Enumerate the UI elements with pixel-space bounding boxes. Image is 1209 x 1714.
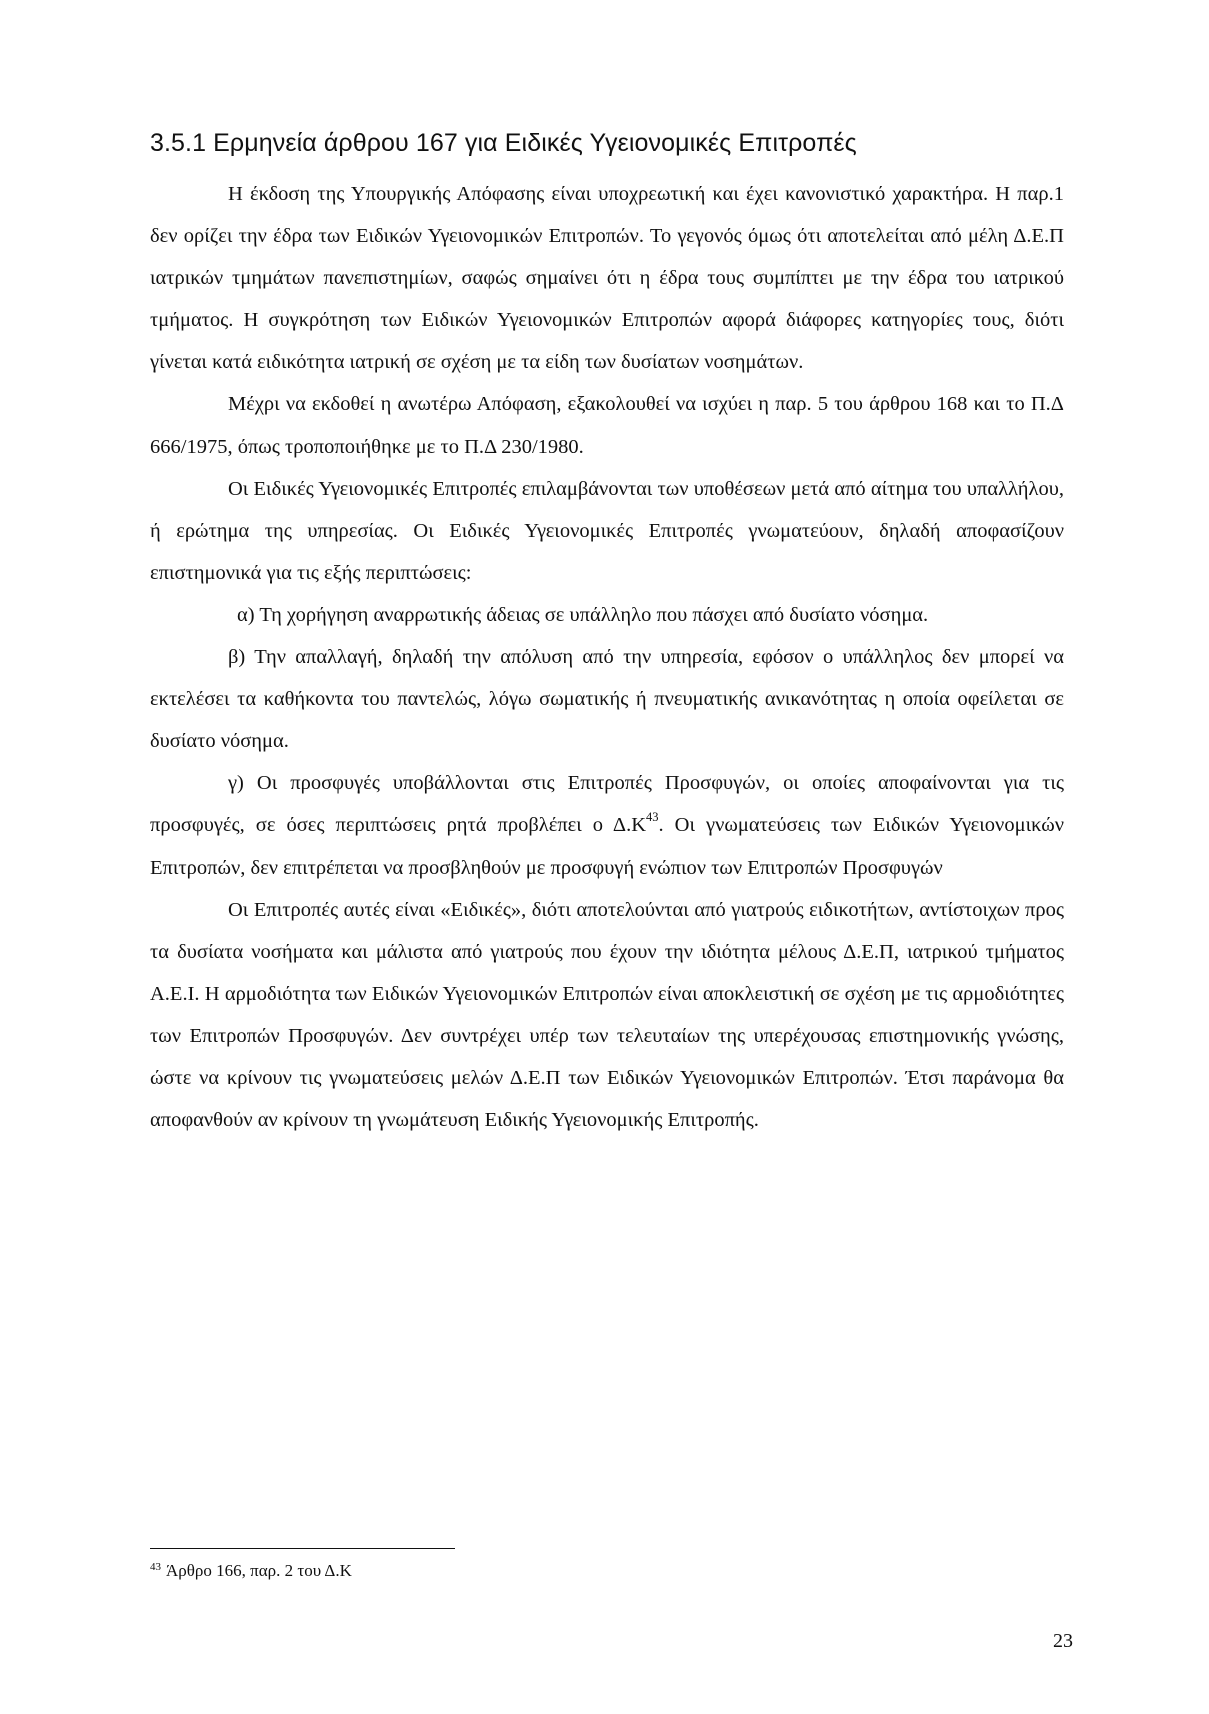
list-item-a: α) Τη χορήγηση αναρρωτικής άδειας σε υπάλληλο που πάσχει από δυσίατο νόσημα.	[237, 603, 929, 626]
footnote-number: 43	[150, 1561, 161, 1573]
page-number: 23	[1053, 1630, 1073, 1652]
section-heading: 3.5.1 Ερμηνεία άρθρου 167 για Ειδικές Υγειονομικές Επιτροπές	[150, 129, 857, 157]
paragraph-2: Μέχρι να εκδοθεί η ανωτέρω Απόφαση, εξακολουθεί να ισχύει η παρ. 5 του άρθρου 168 και το Π.Δ 666/1975, όπως τροποποιήθηκε με το Π.Δ 230/1980.	[150, 393, 1064, 458]
footnote-separator	[150, 1548, 455, 1549]
list-item-b: β) Την απαλλαγή, δηλαδή την απόλυση από την υπηρεσία, εφόσον ο υπάλληλος δεν μπορεί να εκτελέσει τα καθήκοντα του παντελώς, λόγω σωματικής ή πνευματικής ανικανότητας η οποία οφείλεται σε δυσίατο νόσημα.	[150, 646, 1064, 753]
paragraph-1: Η έκδοση της Υπουργικής Απόφασης είναι υποχρεωτική και έχει κανονιστικό χαρακτήρα. Η παρ.1 δεν ορίζει την έδρα των Ειδικών Υγειονομικών Επιτροπών. Το γεγονός όμως ότι αποτελείται από μέλη Δ.Ε.Π ιατρικών τμημάτων πανεπιστημίων, σαφώς σημαίνει ότι η έδρα τους συμπίπτει με την έδρα του ιατρικού τμήματος. Η συγκρότηση των Ειδικών Υγειονομικών Επιτροπών αφορά διάφορες κατηγορίες τους, διότι γίνεται κατά ειδικότητα ιατρική σε σχέση με τα είδη των δυσίατων νοσημάτων.	[150, 183, 1064, 374]
paragraph-3: Οι Ειδικές Υγειονομικές Επιτροπές επιλαμβάνονται των υποθέσεων μετά από αίτημα του υπαλλήλου, ή ερώτημα της υπηρεσίας. Οι Ειδικές Υγειονομικές Επιτροπές γνωματεύουν, δηλαδή αποφασίζουν επιστημονικά για τις εξής περιπτώσεις:	[150, 477, 1064, 584]
footnote	[150, 1560, 750, 1582]
list-item-c	[150, 762, 1064, 888]
list-item-c-continued: . Οι γνωματεύσεις των Ειδικών Υγειονομικών Επιτροπών, δεν επιτρέπεται να προσβληθούν με προσφυγή ενώπιον των Επιτροπών Προσφυγών	[150, 814, 1064, 879]
footnote-text: Άρθρο 166, παρ. 2 του Δ.Κ	[166, 1561, 352, 1580]
paragraph-4: Οι Επιτροπές αυτές είναι «Ειδικές», διότι αποτελούνται από γιατρούς ειδικοτήτων, αντίστοιχων προς τα δυσίατα νοσήματα και μάλιστα από γιατρούς που έχουν την ιδιότητα μέλους Δ.Ε.Π, ιατρικού τμήματος Α.Ε.Ι. Η αρμοδιότητα των Ειδικών Υγειονομικών Επιτροπών είναι αποκλειστική σε σχέση με τις αρμοδιότητες των Επιτροπών Προσφυγών. Δεν συντρέχει υπέρ των τελευταίων της υπερέχουσας επιστημονικής γνώσης, ώστε να κρίνουν τις γνωματεύσεις μελών Δ.Ε.Π των Ειδικών Υγειονομικών Επιτροπών. Έτσι παράνομα θα αποφανθούν αν κρίνουν τη γνωμάτευση Ειδικής Υγειονομικής Επιτροπής.	[150, 898, 1064, 1132]
footnote-reference[interactable]: 43	[646, 810, 659, 825]
list-item-c-text: γ) Οι προσφυγές υποβάλλονται στις Επιτροπές Προσφυγών, οι οποίες αποφαίνονται για τις προσφυγές, σε όσες περιπτώσεις ρητά προβλέπει ο Δ.Κ	[150, 772, 1064, 837]
body-text	[150, 173, 1064, 1141]
